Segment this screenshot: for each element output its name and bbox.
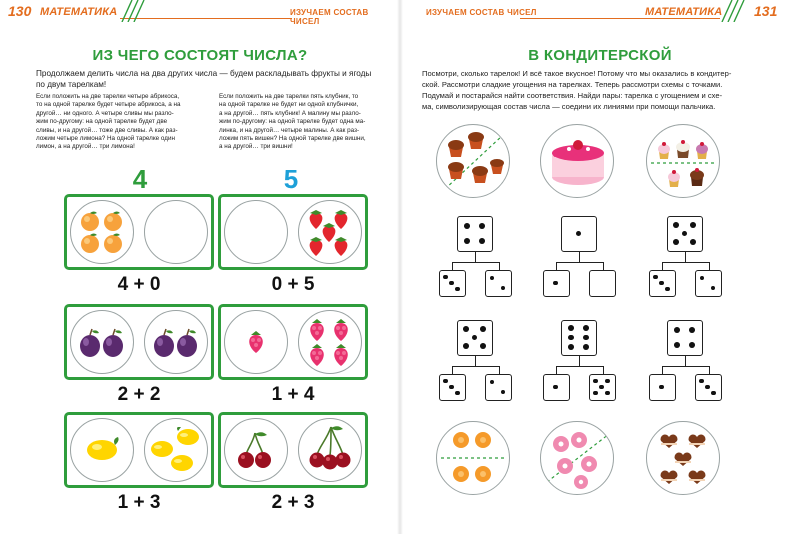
equation: 2 + 2 (117, 384, 161, 405)
column-line: линка, и на другой… четыре малины. А как раз- (219, 126, 360, 134)
plum-icon (102, 328, 124, 363)
die-pip (463, 343, 469, 349)
die-pip (689, 342, 695, 348)
right-page (400, 0, 800, 534)
equation: 4 + 0 (117, 274, 161, 295)
plum-icon (176, 328, 198, 363)
page-number: 131 (754, 3, 778, 19)
plate-right (144, 200, 208, 264)
die-pip (705, 385, 709, 389)
topic-label: ИЗУЧАЕМ СОСТАВ ЧИСЕЛ (426, 8, 537, 17)
die-pip (583, 344, 589, 350)
plate-left (70, 310, 134, 374)
header-line (520, 18, 720, 19)
die-pip (501, 286, 505, 290)
strawberry-icon (330, 234, 352, 263)
scheme-left-die (439, 374, 466, 401)
die-pip (593, 379, 597, 383)
strawberry-icon (305, 234, 327, 263)
plum-icon (153, 328, 175, 363)
plate-right (144, 310, 208, 374)
scheme-left-die (543, 270, 570, 297)
column-line: сливы, и на другой… тоже две сливы. А как раз- (36, 126, 178, 134)
die-pip (501, 390, 505, 394)
plate-right (298, 418, 362, 482)
raspberry-icon (306, 342, 328, 373)
card-0-5 (218, 194, 368, 316)
cherry-icon (307, 425, 353, 476)
scheme-right-die (695, 270, 722, 297)
equation: 0 + 5 (271, 274, 315, 295)
scheme-left-die (543, 374, 570, 401)
die-pip (455, 287, 459, 291)
text-column-1 (36, 93, 204, 152)
muffins-icon (437, 125, 510, 198)
die-pip (449, 281, 453, 285)
column-line: Если положить на две тарелки четыре абрикоса, (36, 93, 180, 100)
die-pip (568, 335, 574, 341)
die-pip (605, 379, 609, 383)
column-line: лимон, а на другой… три лимона! (36, 143, 135, 151)
lemon-icon (175, 427, 201, 452)
intro-line: Подумай и постарайся найти соответствия. Найди пары: тарелка с угощением и схе- (422, 91, 723, 100)
die-pip (553, 385, 557, 389)
die-pip (682, 231, 688, 237)
plate-donuts[interactable] (540, 421, 614, 495)
card-4-0 (64, 194, 214, 316)
die-pip (576, 231, 582, 237)
die-pip (479, 238, 485, 244)
die-pip (605, 391, 609, 395)
die-pip (711, 286, 715, 290)
column-line: на одной тарелке не будет ни одной клубнички, (219, 101, 359, 109)
card-2-3 (218, 412, 368, 534)
card-2-2 (64, 304, 214, 426)
card-1-3 (64, 412, 214, 534)
plate-cupcakes[interactable] (646, 124, 720, 198)
plate-muffins[interactable] (436, 124, 510, 198)
die-pip (480, 326, 486, 332)
lemon-icon (85, 437, 119, 468)
intro-line: ма, символизирующая состав числа — соедини их линиями при помощи пальчика. (422, 102, 716, 111)
scheme-right-die (485, 270, 512, 297)
die-pip (689, 327, 695, 333)
lemon-icon (169, 453, 195, 478)
die-pip (455, 391, 459, 395)
scheme-connector (579, 252, 580, 262)
die-pip (472, 335, 478, 341)
die-pip (690, 222, 696, 228)
die-pip (659, 385, 663, 389)
intro-line: Продолжаем делить числа на два других числа — будем раскладывать фрукты и ягоды (36, 69, 372, 78)
die-pip (480, 343, 486, 349)
text-column-2 (219, 93, 379, 152)
die-pip (479, 223, 485, 229)
scheme-right-die (589, 374, 616, 401)
scheme-connector (685, 356, 686, 366)
topic-label: ИЗУЧАЕМ СОСТАВ ЧИСЕЛ (290, 8, 369, 26)
die-pip (673, 222, 679, 228)
equation: 1 + 3 (117, 492, 161, 513)
intro-text (36, 68, 376, 90)
apricot-icon (79, 232, 101, 259)
die-pip (449, 385, 453, 389)
column-line: ложим пять вишен? На одной тарелке две вишни, (219, 135, 366, 143)
header-stripes (118, 0, 146, 22)
equation: 1 + 4 (271, 384, 315, 405)
left-header (0, 0, 400, 26)
plate-cake[interactable] (540, 124, 614, 198)
plate-left (70, 200, 134, 264)
header-stripes (718, 0, 748, 22)
scheme-top-die (667, 320, 703, 356)
plate-heart-cookies[interactable] (646, 421, 720, 495)
raspberry-icon (330, 342, 352, 373)
cake-icon (541, 125, 614, 198)
scheme-left-die (439, 270, 466, 297)
card-1-4 (218, 304, 368, 426)
plate-left (224, 418, 288, 482)
intro-line: Посмотри, сколько тарелок! И всё такое вкусное! Потому что мы оказались в кондитер- (422, 69, 732, 78)
cupcakes-icon (647, 125, 720, 198)
die-pip (674, 327, 680, 333)
die-pip (711, 391, 715, 395)
scheme-top-die (561, 216, 597, 252)
scheme-connector (579, 356, 580, 366)
die-pip (599, 385, 603, 389)
plate-right (298, 310, 362, 374)
column-line: Если положить на две тарелки пять клубник, то (219, 93, 359, 100)
brand-title: МАТЕМАТИКА (645, 6, 723, 18)
page-title: В КОНДИТЕРСКОЙ (528, 47, 672, 64)
plate-cookies[interactable] (436, 421, 510, 495)
die-pip (568, 344, 574, 350)
intro-line: ской. Рассмотри сладкие угощения на тарелках. Теперь рассмотри схемы с точками. (422, 80, 723, 89)
equation: 2 + 3 (271, 492, 315, 513)
die-pip (463, 326, 469, 332)
column-line: а на другой… три вишни! (219, 143, 293, 151)
die-pip (699, 379, 703, 383)
scheme-right-die (589, 270, 616, 297)
plum-icon (79, 328, 101, 363)
heart-cookies-icon (647, 422, 720, 495)
scheme-top-die (457, 320, 493, 356)
die-pip (665, 287, 669, 291)
raspberry-icon (245, 329, 267, 360)
column-line: другой… ни одного. А четыре сливы мы разло- (36, 109, 174, 117)
plate-left (70, 418, 134, 482)
die-pip (443, 275, 447, 279)
column-line: жим по-другому: на одной тарелке будет две (36, 118, 168, 126)
die-pip (674, 342, 680, 348)
intro-text (422, 68, 778, 112)
die-pip (464, 238, 470, 244)
intro-line: по двум тарелкам! (36, 80, 107, 89)
die-pip (443, 379, 447, 383)
scheme-top-die (667, 216, 703, 252)
plate-right (144, 418, 208, 482)
scheme-connector (475, 356, 476, 366)
cookies-icon (437, 422, 510, 495)
die-pip (653, 275, 657, 279)
column-line: жим по-другому: на одной тарелке будет одна ма- (219, 118, 366, 126)
number-four: 4 (132, 164, 148, 194)
die-pip (673, 239, 679, 245)
right-header (400, 0, 800, 22)
scheme-right-die (695, 374, 722, 401)
number-five: 5 (283, 164, 299, 194)
donuts-icon (541, 422, 614, 495)
die-pip (583, 335, 589, 341)
die-pip (464, 223, 470, 229)
page-title: ИЗ ЧЕГО СОСТОЯТ ЧИСЛА? (92, 47, 308, 64)
cherry-icon (235, 431, 275, 474)
die-pip (659, 281, 663, 285)
plate-left (224, 200, 288, 264)
scheme-top-die (561, 320, 597, 356)
die-pip (583, 325, 589, 331)
die-pip (690, 239, 696, 245)
scheme-left-die (649, 374, 676, 401)
die-pip (553, 281, 557, 285)
column-line: то на одной тарелке будет четыре абрикоса, а на (36, 101, 181, 109)
scheme-left-die (649, 270, 676, 297)
brand-title: МАТЕМАТИКА (40, 6, 118, 18)
plate-right (298, 200, 362, 264)
die-pip (700, 276, 704, 280)
apricot-icon (102, 232, 124, 259)
scheme-right-die (485, 374, 512, 401)
plate-left (224, 310, 288, 374)
page-number: 130 (8, 3, 32, 19)
die-pip (490, 276, 494, 280)
die-pip (490, 380, 494, 384)
column-line: а на другой… пять клубник! А малину мы разло- (219, 109, 361, 117)
die-pip (593, 391, 597, 395)
scheme-connector (685, 252, 686, 262)
die-pip (568, 325, 574, 331)
scheme-connector (475, 252, 476, 262)
scheme-top-die (457, 216, 493, 252)
column-line: ложим четыре лимона? На одной тарелке один (36, 135, 175, 143)
